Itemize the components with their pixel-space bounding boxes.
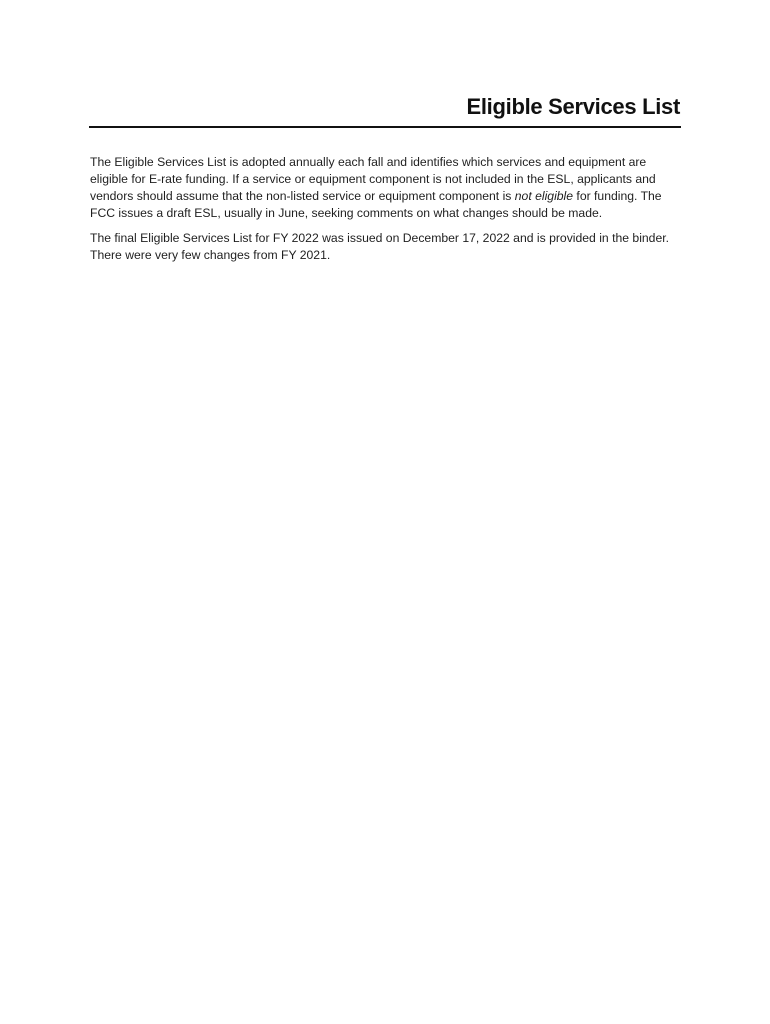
paragraph-text-part: for funding. The FCC issues a draft ESL, usually in June, seeking comments on what changes should be made.	[90, 189, 662, 220]
document-body	[90, 154, 675, 272]
paragraph-text-part: The Eligible Services List is adopted annually each fall and identifies which services and equipment are eligible for E-rate funding. If a service or equipment component is not included in the ESL, applicants and vendors should assume that the non-listed service or equipment component is	[90, 155, 656, 203]
page-header	[89, 92, 681, 128]
paragraph-esl-overview	[90, 154, 675, 222]
page-title: Eligible Services List	[466, 94, 680, 119]
emphasized-text: not eligible	[514, 189, 574, 203]
paragraph-fy2022-esl: The final Eligible Services List for FY 2022 was issued on December 17, 2022 and is provided in the binder. There were very few changes from FY 2021.	[90, 231, 670, 262]
